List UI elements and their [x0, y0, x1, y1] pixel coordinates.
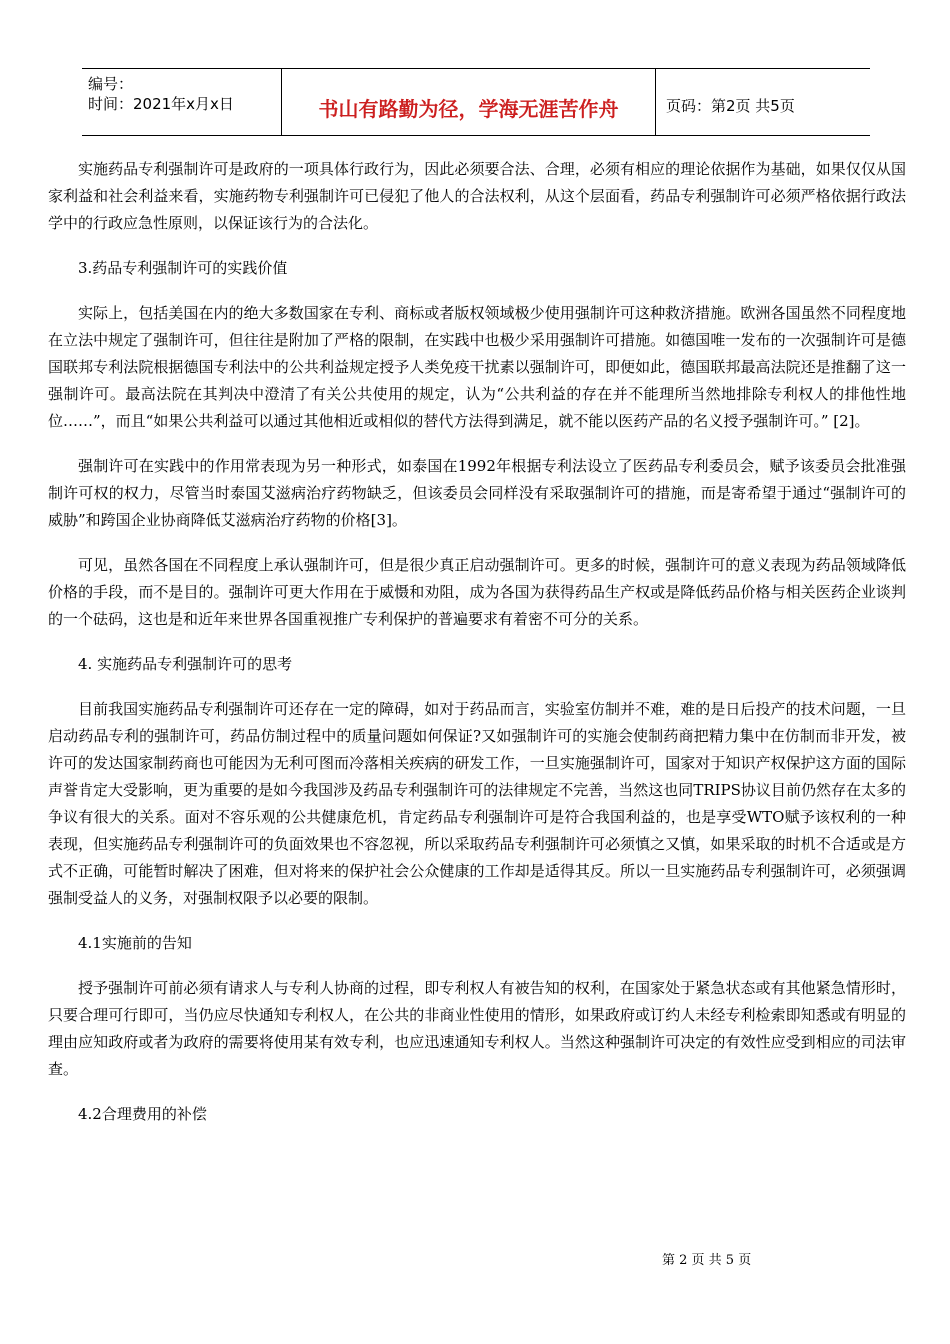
- header-motto: 书山有路勤为径，学海无涯苦作舟: [318, 97, 619, 121]
- section-heading-4-2: 4.2合理费用的补偿: [78, 1105, 207, 1123]
- paragraph-legal-basis: 实施药品专利强制许可是政府的一项具体行政行为，因此必须要合法、合理，必须有相应的理论依据作为基础，如果仅仅从国家利益和社会利益来看，实施药物专利强制许可已侵犯了他人的合法权利，从这个层面看，药品专利强制许可必须严格依据行政法学中的行政应急性原则，以保证该行为的合法化。: [48, 160, 906, 232]
- section-heading-4: 4. 实施药品专利强制许可的思考: [78, 655, 293, 673]
- paragraph-practice: 实际上，包括美国在内的绝大多数国家在专利、商标或者版权领域极少使用强制许可这种救济措施。欧洲各国虽然不同程度地在立法中规定了强制许可，但往往是附加了严格的限制，在实践中也极少采用强制许可措施。如德国唯一发布的一次强制许可是德国联邦专利法院根据德国专利法中的公共利益规定授予人类免疫干扰素以强制许可，即便如此，德国联邦最高法院还是推翻了这一强制许可。最高法院在其判决中澄清了有关公共使用的规定，认为“公共利益的存在并不能理所当然地排除专利权人的排他性地位……”，而且“如果公共利益可以通过其他相近或相似的替代方法得到满足，就不能以医药产品的名义授予强制许可。” [2]。: [48, 304, 906, 430]
- document-body: [48, 156, 906, 1146]
- paragraph-considerations: 目前我国实施药品专利强制许可还存在一定的障碍，如对于药品而言，实验室仿制并不难，难的是日后投产的技术问题，一旦启动药品专利的强制许可，药品仿制过程中的质量问题如何保证?又如强制许可的实施会使制药商把精力集中在仿制而非开发，被许可的发达国家制药商也可能因为无利可图而冷落相关疾病的研发工作，一旦实施强制许可，国家对于知识产权保护这方面的国际声誉肯定大受影响，更为重要的是如今我国涉及药品专利强制许可的法律规定不完善，当然这也同TRIPS协议目前仍然存在太多的争议有很大的关系。面对不容乐观的公共健康危机，肯定药品专利强制许可是符合我国利益的，也是享受WTO赋予该权利的一种表现，但实施药品专利强制许可的负面效果也不容忽视，所以采取药品专利强制许可必须慎之又慎，如果采取的时机不合适或是方式不正确，可能暂时解决了困难，但对将来的保护社会公众健康的工作却是适得其反。所以一旦实施药品专利强制许可，必须强调强制受益人的义务，对强制权限予以必要的限制。: [48, 700, 906, 907]
- paragraph-conclusion: 可见，虽然各国在不同程度上承认强制许可，但是很少真正启动强制许可。更多的时候，强制许可的意义表现为药品领域降低价格的手段，而不是目的。强制许可更大作用在于威慑和劝阻，成为各国为获得药品生产权或是降低药品价格与相关医药企业谈判的一个砝码，这也是和近年来世界各国重视推广专利保护的普遍要求有着密不可分的关系。: [48, 556, 906, 628]
- paragraph-thailand: 强制许可在实践中的作用常表现为另一种形式，如泰国在1992年根据专利法设立了医药品专利委员会，赋予该委员会批准强制许可权的权力，尽管当时泰国艾滋病治疗药物缺乏，但该委员会同样没有采取强制许可的措施，而是寄希望于通过“强制许可的威胁”和跨国企业协商降低艾滋病治疗药物的价格[3]。: [48, 457, 906, 529]
- header-page-cell: [656, 69, 870, 135]
- page-footer: 第 2 页 共 5 页: [662, 1253, 752, 1268]
- paragraph-notification: 授予强制许可前必须有请求人与专利人协商的过程，即专利权人有被告知的权利，在国家处于紧急状态或有其他紧急情形时，只要合理可行即可，当仍应尽快通知专利权人，在公共的非商业性使用的情形，如果政府或订约人未经专利检索即知悉或有明显的理由应知政府或者为政府的需要将使用某有效专利，也应迅速通知专利权人。当然这种强制许可决定的有效性应受到相应的司法审查。: [48, 979, 906, 1078]
- header-page-label: 页码：第2页 共5页: [666, 97, 795, 115]
- section-heading-4-1: 4.1实施前的告知: [78, 934, 192, 952]
- document-header: [82, 68, 870, 136]
- header-motto-cell: [282, 69, 656, 135]
- section-heading-3: 3.药品专利强制许可的实践价值: [78, 259, 288, 277]
- header-meta: [82, 69, 282, 135]
- document-time-label: 时间：2021年x月x日: [88, 95, 234, 113]
- document-number-label: 编号：: [88, 75, 134, 93]
